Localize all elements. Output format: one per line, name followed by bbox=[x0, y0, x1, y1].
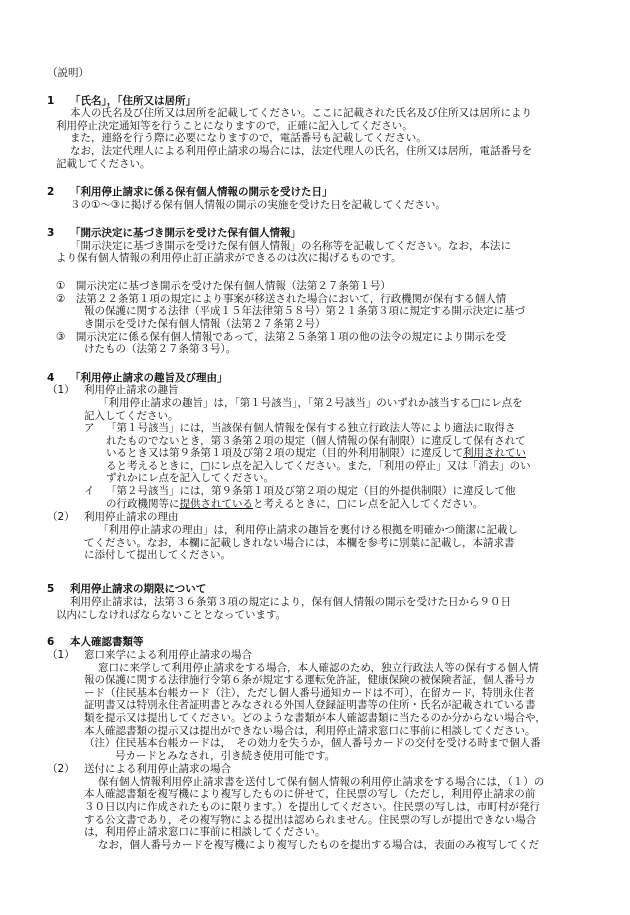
section-6-1-note: 号カードとみなされ，引き続き使用可能です。 bbox=[115, 750, 336, 762]
item-a-line: れたものでないとき，第３条第２項の規定（個人情報の保有制限）に違反して保有されて bbox=[106, 435, 526, 447]
section-4-2-label: （2） bbox=[47, 511, 75, 523]
section-4-1-label: （1） bbox=[47, 384, 75, 396]
section-6-1-line: ード（住民基本台帳カード（注），ただし個人番号通知カードは不可），在留カード，特別永住者 bbox=[84, 687, 535, 699]
section-1-line: なお，法定代理人による利用停止請求の場合には，法定代理人の氏名，住所又は居所，電話番号を bbox=[70, 145, 532, 157]
section-6-1-title: 窓口来学による利用停止請求の場合 bbox=[84, 649, 252, 661]
section-3-item: ② 法第２２条第１項の規定により事案が移送された場合において，行政機関が保有する個人情 bbox=[56, 293, 507, 305]
section-3-line: 「開示決定に基づき開示を受けた保有個人情報」の名称等を記載してください。なお，本法に bbox=[70, 240, 511, 252]
section-6-2-line: は，利用停止請求窓口に事前に相談してください。 bbox=[84, 826, 326, 838]
section-5-line: 利用停止請求は，法第３６条第３項の規定により，保有個人情報の開示を受けた日から９０日 bbox=[70, 596, 511, 608]
section-3-title: 「開示決定に基づき開示を受けた保有個人情報」 bbox=[70, 227, 301, 239]
section-1-number: 1 bbox=[47, 95, 55, 107]
section-3-item: き開示を受けた保有個人情報（法第２７条第２号） bbox=[84, 318, 326, 330]
section-6-1-line: 類を提示又は提出してください。どのような書類が本人確認書類に当たるのか分からない場合や， bbox=[84, 712, 546, 724]
section-6-1-line: 窓口に来学して利用停止請求をする場合，本人確認のため，独立行政法人等の保有する個人情 bbox=[98, 662, 539, 674]
section-6-2-line: 保有個人情報利用停止請求書を送付して保有個人情報の利用停止請求をする場合には，（１）の bbox=[98, 776, 545, 788]
section-3-item: けたもの（法第２７条第３号）。 bbox=[84, 343, 237, 355]
section-3-number: 3 bbox=[47, 227, 55, 239]
section-6-1-note: （注）住民基本台帳カードは， その効力を失うか，個人番号カードの交付を受ける時まで個人番 bbox=[84, 737, 541, 749]
section-1-title: 「氏名」，「住所又は居所」 bbox=[70, 95, 196, 107]
section-3-item: ① 開示決定に基づき開示を受けた保有個人情報（法第２７条第１号） bbox=[56, 280, 391, 292]
section-2-line: ３の①～③に掲げる保有個人情報の開示の実施を受けた日を記載してください。 bbox=[70, 199, 446, 211]
section-4-1-line: 記入してください。 bbox=[84, 410, 179, 422]
section-6-2-line: する公文書であり，その複写物による提出は認められません。住民票の写しが提出できない場合 bbox=[84, 814, 537, 826]
item-a-label: ア bbox=[84, 422, 95, 434]
section-6-1-line: 証明書又は特別永住者証明書とみなされる外国人登録証明書等の住所・氏名が記載されている書 bbox=[84, 699, 536, 711]
section-4-2-line: 「利用停止請求の理由」は，利用停止請求の趣旨を裏付ける根拠を明確かつ簡潔に記載し bbox=[98, 524, 518, 536]
section-3-item: 報の保護に関する法律（平成１５年法律第５８号）第２１条第３項に規定する開示決定に基づ bbox=[84, 305, 525, 317]
item-a-line: ずれかにレ点を記入してください。 bbox=[106, 472, 274, 484]
section-5-title: 利用停止請求の期限について bbox=[70, 583, 207, 595]
item-i-line: 「第２号該当」には，第９条第１項及び第２項の規定（目的外提供制限）に違反して他 bbox=[106, 485, 516, 497]
section-5-line: 以内にしなければならないこととなっています。 bbox=[56, 609, 287, 621]
section-2-title: 「利用停止請求に係る保有個人情報の開示を受けた日」 bbox=[70, 186, 333, 198]
section-4-2-line: てください。なお，本欄に記載しきれない場合には，本欄を参考に別葉に記載し，本請求書 bbox=[84, 537, 515, 549]
section-6-1-label: （1） bbox=[47, 649, 75, 661]
section-1-line: 利用停止決定通知等を行うことになりますので，正確に記入してください。 bbox=[56, 120, 413, 132]
item-a-underlined-text: 利用されてい bbox=[463, 447, 526, 459]
item-a-line: 「第１号該当」には，当該保有個人情報を保有する独立行政法人等により適法に取得さ bbox=[106, 422, 516, 434]
section-4-title: 「利用停止請求の趣旨及び理由」 bbox=[70, 372, 228, 384]
item-i-underlined-text: 提供されている bbox=[179, 498, 253, 510]
section-6-2-line: ３０日以内に作成されたものに限ります。）を提出してください。住民票の写しは，市町村が発行 bbox=[84, 801, 540, 813]
section-1-line: 記載してください。 bbox=[56, 158, 151, 170]
section-6-title: 本人確認書類等 bbox=[70, 636, 144, 648]
section-1-line: また，連絡を行う際に必要になりますので，電話番号も記載してください。 bbox=[70, 132, 427, 144]
item-i-line bbox=[106, 498, 483, 511]
section-5-number: 5 bbox=[47, 583, 55, 595]
section-6-2-line: 本人確認書類を複写機により複写したものに併せて，住民票の写し（ただし，利用停止請求の前 bbox=[84, 788, 536, 800]
section-6-2-title: 送付による利用停止請求の場合 bbox=[84, 763, 231, 775]
section-1-line: 本人の氏名及び住所又は居所を記載してください。ここに記載された氏名及び住所又は居所により bbox=[70, 107, 532, 119]
section-6-1-line: 報の保護に関する法律施行令第６条が規定する運転免許証，健康保険の被保険者証，個人番号カ bbox=[84, 674, 536, 686]
section-2-number: 2 bbox=[47, 186, 55, 198]
section-3-item: ③ 開示決定に係る保有個人情報であって，法第２５条第１項の他の法令の規定により開示を受 bbox=[56, 331, 507, 343]
item-i-line-text: と考えるときに，□にレ点を記入してください。 bbox=[253, 498, 484, 510]
section-6-2-label: （2） bbox=[47, 763, 75, 775]
section-4-1-line: 「利用停止請求の趣旨」は，「第１号該当」，「第２号該当」のいずれか該当する□にレ点を bbox=[98, 397, 523, 409]
section-6-number: 6 bbox=[47, 636, 55, 648]
section-4-2-title: 利用停止請求の理由 bbox=[84, 511, 179, 523]
section-6-2-line: なお，個人番号カードを複写機により複写したものを提出する場合は，表面のみ複写してくだ bbox=[98, 839, 539, 851]
section-6-1-line: 本人確認書類の提示又は提出ができない場合は，利用停止請求窓口に事前に相談してください。 bbox=[84, 725, 536, 737]
item-a-line-text: いるとき又は第９条第１項及び第２項の規定（目的外利用制限）に違反して bbox=[106, 447, 463, 459]
section-4-1-title: 利用停止請求の趣旨 bbox=[84, 384, 179, 396]
doc-heading: （説明） bbox=[47, 67, 89, 79]
item-a-line bbox=[106, 447, 526, 460]
item-a-line: ると考えるときに，□にレ点を記入してください。また，「利用の停止」又は「消去」のい bbox=[106, 460, 531, 472]
item-i-line-text: の行政機関等に bbox=[106, 498, 180, 510]
item-i-label: イ bbox=[84, 485, 95, 497]
section-4-2-line: に添付して提出してください。 bbox=[84, 549, 231, 561]
section-3-line: より保有個人情報の利用停止訂正請求ができるのは次に掲げるものです。 bbox=[56, 252, 402, 264]
section-4-number: 4 bbox=[47, 372, 55, 384]
